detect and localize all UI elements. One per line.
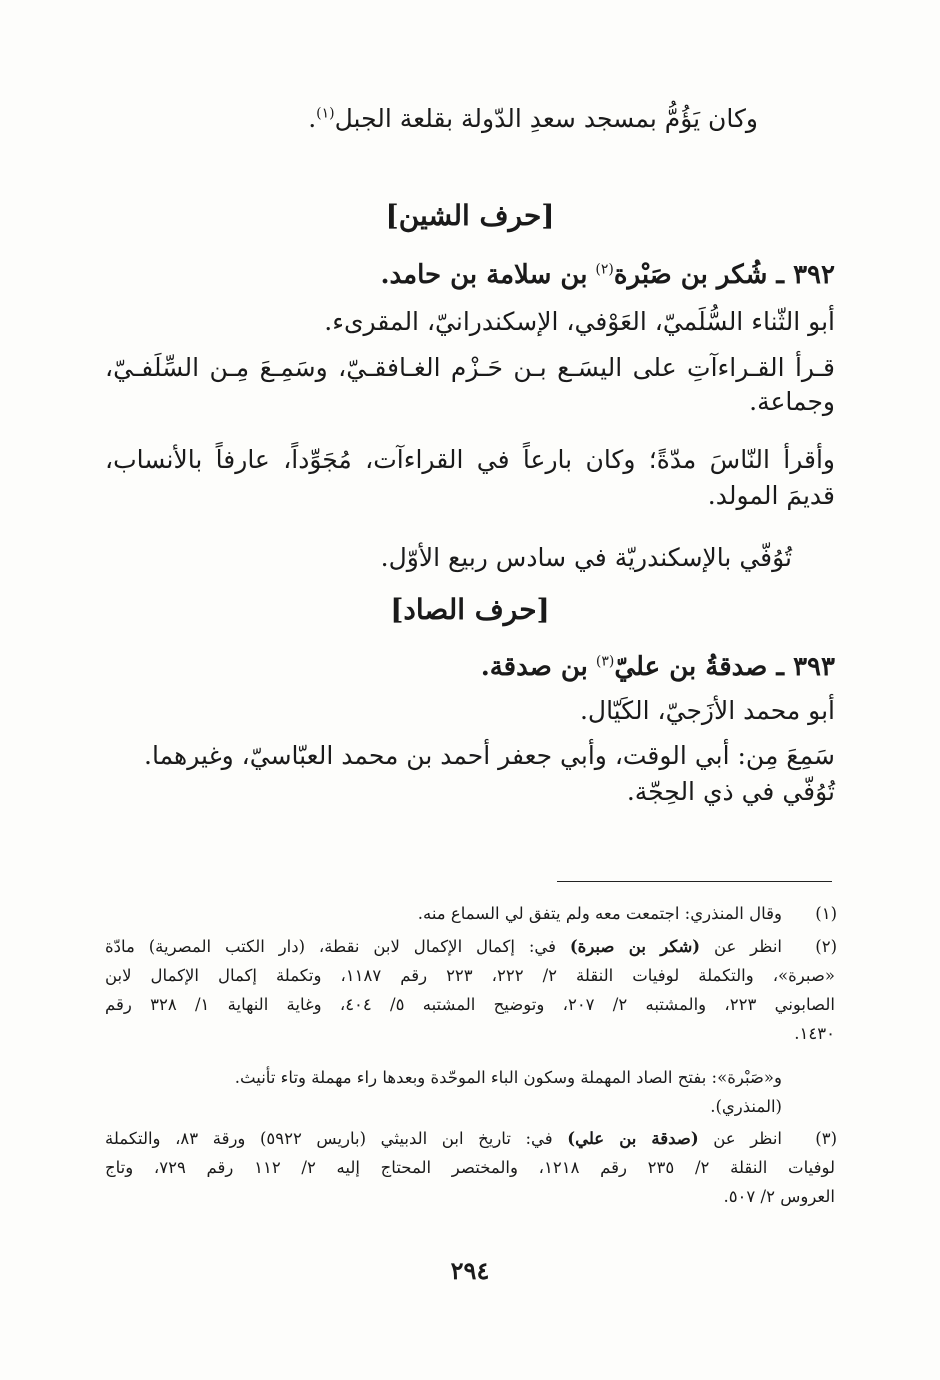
footnote-3-post: في: تاريخ ابن الدبيثي (باريس ٥٩٢٢) ورقة ٨٣، والتكملة [105, 1129, 553, 1148]
entry-392-name: ٣٩٢ ـ شُكر بن صَبْرة [613, 260, 835, 290]
footnote-2-line-1 [105, 933, 782, 960]
footnote-3-number: (٣) [815, 1129, 837, 1148]
heading-harf-sad: [حرف الصاد] [390, 593, 550, 626]
entry-392-name-rest: بن سلامة بن حامد. [380, 260, 588, 290]
entry-392-line-1: أبو الثّناء السُّلَميّ، العَوْفي، الإسكندرانيّ، المقرىء. [324, 307, 835, 336]
opening-line [308, 102, 758, 136]
footnote-2-line-6: (المنذري). [710, 1097, 782, 1116]
entry-392-line-3: وجماعة. [749, 387, 835, 416]
footnote-2-line-5: و«صَبْرة»: بفتح الصاد المهملة وسكون الباء الموحّدة وبعدها راء مهملة وتاء تأنيث. [234, 1068, 782, 1087]
footnote-3-line-2: لوفيات النقلة ٢/ ٢٣٥ رقم ١٢١٨، والمختصر المحتاج إليه ٢/ ١١٢ رقم ٧٢٩، وتاج [105, 1158, 836, 1177]
entry-393-title [481, 650, 835, 684]
footnote-2-line-2: «صبرة»، والتكملة لوفيات النقلة ٢/ ٢٢٢، ٢٢٣ رقم ١١٨٧، وتكملة إكمال الإكمال لابن [105, 966, 835, 985]
footnote-3-pre: انظر عن [713, 1129, 783, 1148]
footnote-ref-1: (١) [316, 105, 335, 122]
entry-392-line-2: قـرأ القـراءآتِ على اليسَـع بـن حَـزْم الغـافقـيّ، وسَمِـعَ مِـن السِّلَفـيّ، [105, 353, 835, 382]
entry-393-line-3: تُوُفّي في ذي الحِجّة. [626, 777, 835, 806]
footnote-separator [557, 881, 832, 882]
footnote-2-line-4: ١٤٣٠. [794, 1024, 835, 1043]
entry-392-line-6: تُوُفّي بالإسكندريّة في سادس ربيع الأوّل. [380, 543, 792, 572]
footnote-2-line-3: الصابوني ٢٢٣، والمشتبه ٢/ ٢٠٧، وتوضيح المشتبه ٥/ ٤٠٤، وغاية النهاية ١/ ٣٢٨ رقم [105, 995, 835, 1014]
entry-393-line-2: سَمِعَ مِن: أبي الوقت، وأبي جعفر أحمد بن محمد العبّاسيّ، وغيرهما. [144, 741, 835, 770]
opening-text: وكان يَؤُمُّ بمسجد سعدِ الدّولة بقلعة الجبل [334, 104, 758, 133]
footnote-3-line-3: العروس ٢/ ٥٠٧. [723, 1187, 835, 1206]
opening-end: . [308, 104, 317, 133]
entry-393-name: ٣٩٣ ـ صدقةُ بن عليّ [614, 652, 835, 682]
footnote-1-number: (١) [815, 904, 837, 923]
entry-392-line-4: وأقرأ النّاسَ مدّةً؛ وكان بارعاً في القراءآت، مُجَوِّداً، عارفاً بالأنساب، [105, 445, 835, 474]
footnote-1-line-1: وقال المنذري: اجتمعت معه ولم يتفق لي السماع منه. [417, 904, 782, 923]
footnote-2-number: (٢) [815, 937, 837, 956]
entry-393-name-rest: بن صدقة. [480, 652, 588, 682]
footnote-3-bold-name: (صدقة بن علي) [567, 1129, 699, 1148]
footnote-2-pre: انظر عن [713, 937, 782, 956]
entry-392-line-5: قديمَ المولد. [707, 481, 835, 510]
heading-harf-shin: [حرف الشين] [385, 199, 555, 232]
footnote-ref-3: (٣) [595, 653, 615, 670]
entry-392-title [380, 258, 835, 292]
footnote-2-bold-name: (شكر بن صبرة) [569, 937, 701, 956]
footnote-3-line-1 [105, 1125, 782, 1152]
page-number: ٢٩٤ [450, 1256, 490, 1285]
footnote-2-post: في: إكمال الإكمال لابن نقطة، (دار الكتب المصرية) مادّة [105, 937, 557, 956]
footnote-ref-2: (٢) [595, 261, 614, 278]
entry-393-line-1: أبو محمد الأزَجيّ، الكَيّال. [579, 696, 835, 725]
